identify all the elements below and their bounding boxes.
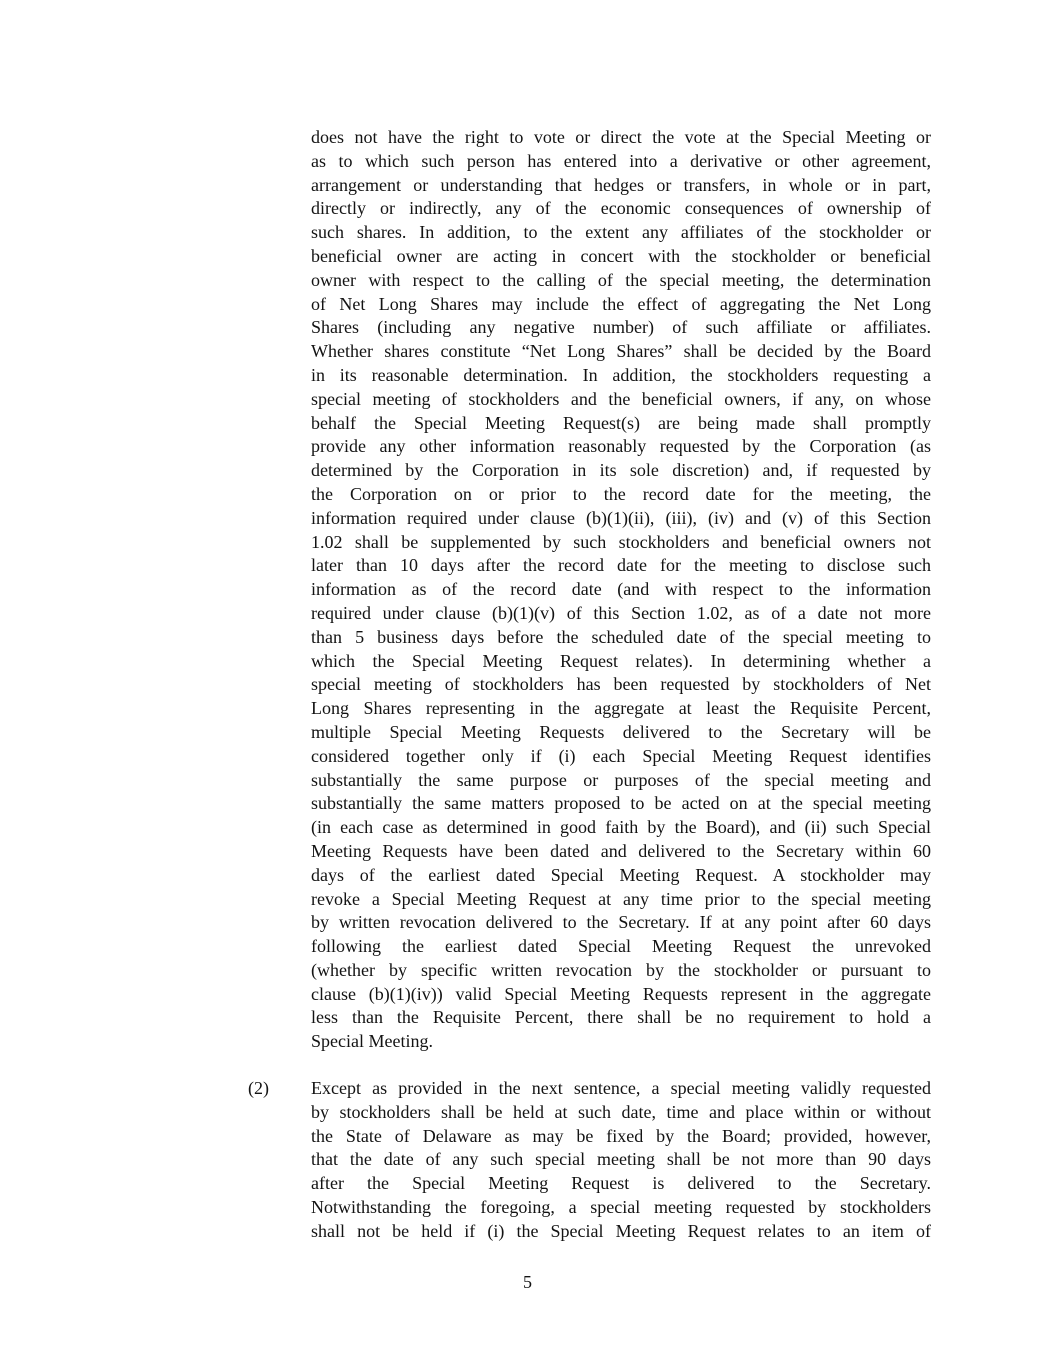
text-line: does not have the right to vote or direct the vote at the Special Meeting or bbox=[311, 127, 931, 147]
text-line: the Corporation on or prior to the record date for the meeting, the bbox=[311, 483, 931, 504]
text-line: less than the Requisite Percent, there shall be no requirement to hold a bbox=[311, 1007, 931, 1028]
text-line: Special Meeting. bbox=[311, 1031, 433, 1052]
text-line: multiple Special Meeting Requests delivered to the Secretary will be bbox=[311, 721, 931, 742]
text-line: special meeting of stockholders and the beneficial owners, if any, on whose bbox=[311, 388, 931, 409]
text-line: by stockholders shall be held at such date, time and place within or without bbox=[311, 1101, 931, 1122]
text-line: determined by the Corporation in its sole discretion) and, if requested by bbox=[311, 460, 931, 481]
text-line: beneficial owner are acting in concert with the stockholder or beneficial bbox=[311, 245, 931, 266]
text-line: than 5 business days before the scheduled date of the special meeting to bbox=[311, 626, 931, 647]
text-line: days of the earliest dated Special Meeting Request. A stockholder may bbox=[311, 864, 931, 885]
text-line: Long Shares representing in the aggregate at least the Requisite Percent, bbox=[311, 698, 931, 719]
text-line: Except as provided in the next sentence, a special meeting validly requested bbox=[311, 1078, 931, 1099]
paragraph bbox=[248, 1077, 931, 1244]
text-line: special meeting of stockholders has been requested by stockholders of Net bbox=[311, 674, 931, 695]
text-line: clause (b)(1)(iv)) valid Special Meeting Requests represent in the aggregate bbox=[311, 983, 931, 1004]
text-line: arrangement or understanding that hedges or transfers, in whole or in part, bbox=[311, 174, 931, 195]
paragraph-lines bbox=[311, 1077, 931, 1244]
text-line: by written revocation delivered to the Secretary. If at any point after 60 days bbox=[311, 912, 931, 933]
text-line: 1.02 shall be supplemented by such stockholders and beneficial owners not bbox=[311, 531, 931, 552]
text-line: (in each case as determined in good faith by the Board), and (ii) such Special bbox=[311, 817, 931, 838]
text-line: Meeting Requests have been dated and delivered to the Secretary within 60 bbox=[311, 840, 931, 861]
text-line: as to which such person has entered into a derivative or other agreement, bbox=[311, 150, 931, 171]
text-line: Shares (including any negative number) of such affiliate or affiliates. bbox=[311, 317, 931, 338]
text-line: Notwithstanding the foregoing, a special meeting requested by stockholders bbox=[311, 1197, 931, 1218]
text-line: behalf the Special Meeting Request(s) are being made shall promptly bbox=[311, 412, 931, 433]
text-line: such shares. In addition, to the extent any affiliates of the stockholder or bbox=[311, 222, 931, 243]
text-line: substantially the same purpose or purposes of the special meeting and bbox=[311, 769, 931, 790]
text-line: owner with respect to the calling of the special meeting, the determination bbox=[311, 269, 931, 290]
text-line: which the Special Meeting Request relates). In determining whether a bbox=[311, 650, 931, 671]
text-line: required under clause (b)(1)(v) of this Section 1.02, as of a date not more bbox=[311, 602, 931, 623]
text-line: substantially the same matters proposed to be acted on at the special meeting bbox=[311, 793, 931, 814]
paragraph bbox=[248, 126, 931, 1054]
text-line: after the Special Meeting Request is delivered to the Secretary. bbox=[311, 1173, 931, 1194]
text-line: of Net Long Shares may include the effect of aggregating the Net Long bbox=[311, 293, 931, 314]
text-line: information required under clause (b)(1)(ii), (iii), (iv) and (v) of this Section bbox=[311, 507, 931, 528]
text-line: considered together only if (i) each Special Meeting Request identifies bbox=[311, 745, 931, 766]
text-line: in its reasonable determination. In addition, the stockholders requesting a bbox=[311, 364, 931, 385]
paragraph-lines bbox=[311, 126, 931, 1054]
text-line: the State of Delaware as may be fixed by the Board; provided, however, bbox=[311, 1125, 931, 1146]
text-line: following the earliest dated Special Meeting Request the unrevoked bbox=[311, 936, 931, 957]
document-body bbox=[248, 126, 931, 1244]
list-marker: (2) bbox=[248, 1078, 269, 1099]
text-line: that the date of any such special meeting shall be not more than 90 days bbox=[311, 1149, 931, 1170]
text-line: information as of the record date (and with respect to the information bbox=[311, 579, 931, 600]
text-line: shall not be held if (i) the Special Meeting Request relates to an item of bbox=[311, 1220, 931, 1241]
text-line: (whether by specific written revocation by the stockholder or pursuant to bbox=[311, 959, 931, 980]
text-line: provide any other information reasonably requested by the Corporation (as bbox=[311, 436, 931, 457]
text-line: directly or indirectly, any of the economic consequences of ownership of bbox=[311, 198, 931, 219]
text-line: revoke a Special Meeting Request at any time prior to the special meeting bbox=[311, 888, 931, 909]
page-number: 5 bbox=[523, 1272, 532, 1292]
text-line: later than 10 days after the record date for the meeting to disclose such bbox=[311, 555, 931, 576]
text-line: Whether shares constitute “Net Long Shares” shall be decided by the Board bbox=[311, 341, 931, 362]
